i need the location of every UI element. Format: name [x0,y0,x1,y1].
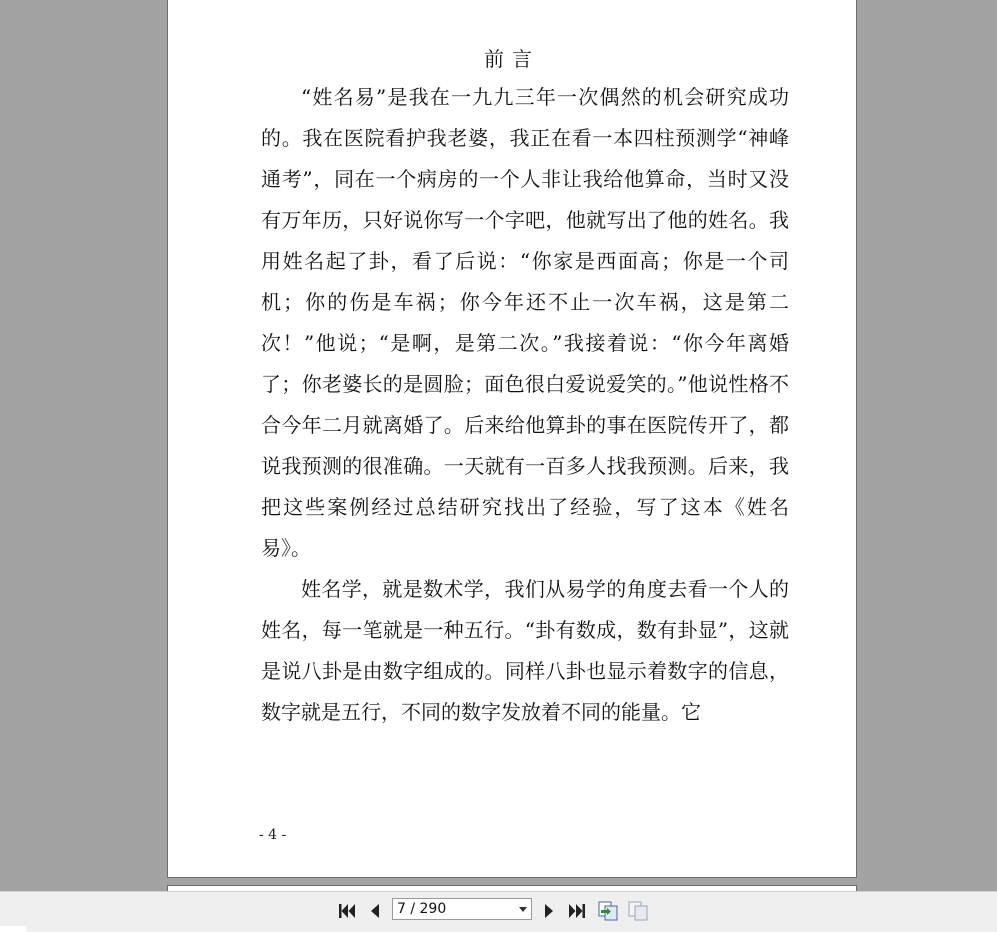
previous-page-button[interactable] [364,900,386,922]
page-indicator: 7 / 290 [397,901,447,917]
document-page [167,0,857,878]
page-selector[interactable] [392,898,532,920]
chevron-down-icon [519,907,527,912]
first-page-button[interactable] [336,900,358,922]
single-page-view-icon [598,901,618,921]
first-page-icon [338,902,356,920]
next-page-icon [540,902,558,920]
page-number: - 4 - [259,827,287,843]
page-title: 前言 [484,47,540,71]
continuous-view-icon [628,901,648,921]
status-strip [0,926,26,932]
single-page-view-button[interactable] [597,900,619,922]
paragraph: “姓名易”是我在一九九三年一次偶然的机会研究成功的。我在医院看护我老婆，我正在看一本四柱预测学“神峰通考”，同在一个病房的一个人非让我给他算命，当时又没有万年历，只好说你写一个字吧，他就写出了他的姓名。我用姓名起了卦，看了后说：“你家是西面高；你是一个司机；你的伤是车祸；你今年还不止一次车祸，这是第二次！”他说；“是啊，是第二次。”我接着说：“你今年离婚了；你老婆长的是圆脸；面色很白爱说爱笑的。”他说性格不合今年二月就离婚了。后来给他算卦的事在医院传开了，都说我预测的很准确。一天就有一百多人找我预测。后来，我把这些案例经过总结研究找出了经验，写了这本《姓名易》。 [261,85,789,560]
paragraph: 姓名学，就是数术学，我们从易学的角度去看一个人的姓名，每一笔就是一种五行。“卦有数成，数有卦显”，这就是说八卦是由数字组成的。同样八卦也显示着数字的信息，数字就是五行，不同的数字发放着不同的能量。它 [261,577,789,724]
continuous-view-button[interactable] [627,900,649,922]
next-page-button[interactable] [538,900,560,922]
last-page-icon [568,902,586,920]
page-body [261,77,789,733]
last-page-button[interactable] [566,900,588,922]
navigation-toolbar [0,891,997,932]
previous-page-icon [366,902,384,920]
